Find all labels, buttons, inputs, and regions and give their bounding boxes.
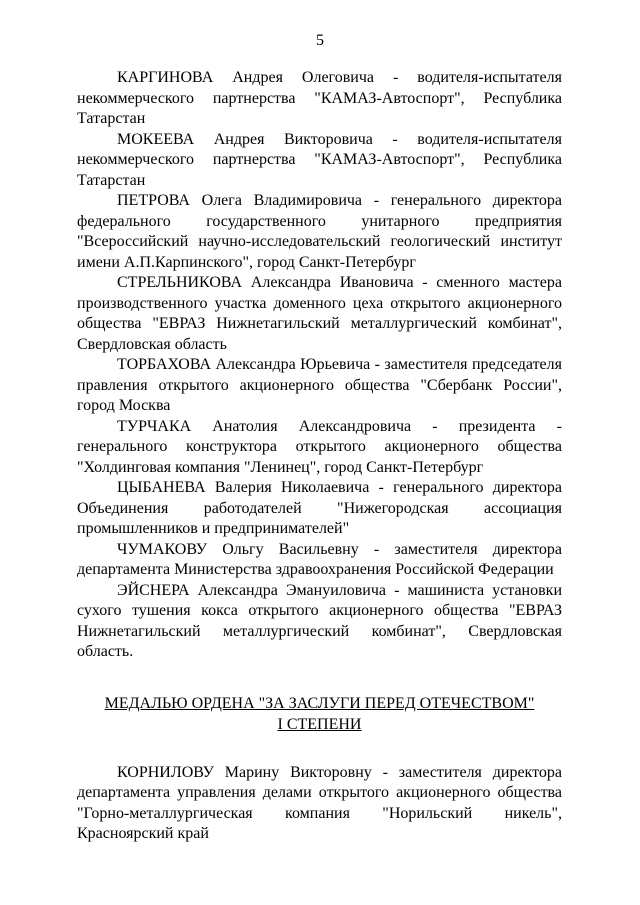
section-heading-line-2: I СТЕПЕНИ	[277, 715, 362, 733]
awardee-entry: ТОРБАХОВА Александра Юрьевича - заместителя председателя правления открытого акционерного общества "Сбербанк России", город Москва	[77, 356, 562, 414]
awardee-entry: КОРНИЛОВУ Марину Викторовну - заместителя директора департамента управления делами открытого акционерного общества "Горно-металлургическая компания "Норильский никель", Красноярский край	[77, 763, 562, 842]
awardee-entry: ТУРЧАКА Анатолия Александровича - президента - генерального конструктора открытого акционерного общества "Холдинговая компания "Ленинец", город Санкт-Петербург	[77, 417, 562, 476]
awardee-entry: МОКЕЕВА Андрея Викторовича - водителя-испытателя некоммерческого партнерства "КАМАЗ-Автоспорт", Республика Татарстан	[77, 130, 562, 189]
section-heading-line-1: МЕДАЛЬЮ ОРДЕНА "ЗА ЗАСЛУГИ ПЕРЕД ОТЕЧЕСТВОМ"	[104, 694, 535, 712]
section-heading	[77, 693, 562, 735]
awardee-entry: ЦЫБАНЕВА Валерия Николаевича - генерального директора Объединения работодателей "Нижегородская ассоциация промышленников и предпринимателей"	[77, 479, 562, 537]
section-awardee-list	[77, 763, 562, 845]
awardee-entry: СТРЕЛЬНИКОВА Александра Ивановича - сменного мастера производственного участка доменного цеха открытого акционерного общества "ЕВРАЗ Нижнетагильский металлургический комбинат", Свердловская область	[77, 274, 562, 353]
awardee-entry: ЧУМАКОВУ Ольгу Васильевну - заместителя директора департамента Министерства здравоохранения Российской Федерации	[77, 540, 562, 578]
page-number: 5	[316, 32, 324, 49]
awardee-entry: ЭЙСНЕРА Александра Эмануиловича - машиниста установки сухого тушения кокса открытого акционерного общества "ЕВРАЗ Нижнетагильский металлургический комбинат", Свердловская область.	[77, 581, 562, 660]
awardee-entry: КАРГИНОВА Андрея Олеговича - водителя-испытателя некоммерческого партнерства "КАМАЗ-Автоспорт", Республика Татарстан	[77, 69, 562, 127]
awardee-entry: ПЕТРОВА Олега Владимировича - генерального директора федерального государственного унитарного предприятия "Всероссийский научно-исследовательский геологический институт имени А.П.Карпинского", город Санкт-Петербург	[77, 192, 562, 271]
document-body	[77, 68, 562, 845]
awardee-list	[77, 68, 562, 663]
